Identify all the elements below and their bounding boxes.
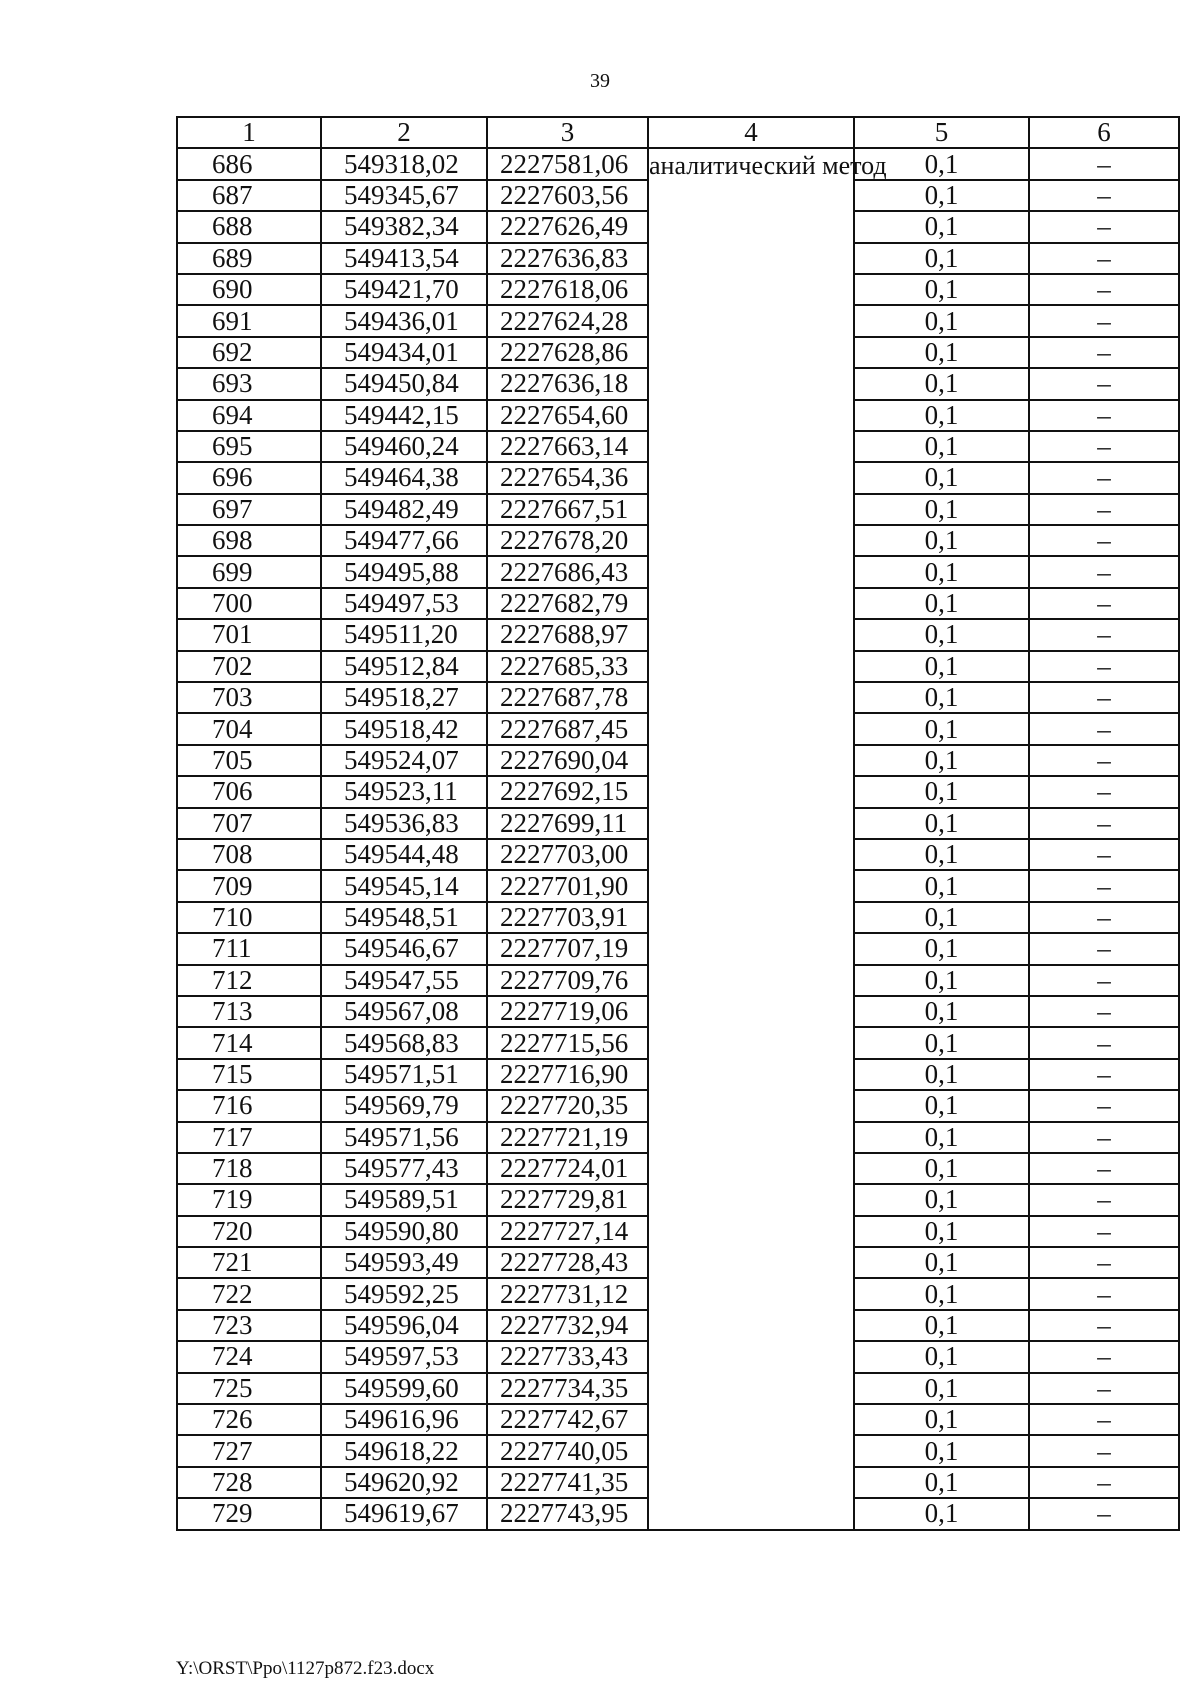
x-coordinate-cell: 549577,43 [321, 1153, 487, 1184]
point-number-cell: 725 [177, 1373, 321, 1404]
y-coordinate-cell: 2227741,35 [487, 1467, 648, 1498]
header-row [177, 117, 1179, 148]
accuracy-cell: 0,1 [854, 1278, 1029, 1309]
y-coordinate-cell: 2227716,90 [487, 1059, 648, 1090]
x-coordinate-cell: 549450,84 [321, 368, 487, 399]
accuracy-cell: 0,1 [854, 619, 1029, 650]
x-coordinate-cell: 549597,53 [321, 1341, 487, 1372]
dash-cell: – [1029, 1090, 1179, 1121]
point-number-cell: 691 [177, 305, 321, 336]
header-cell-1: 1 [177, 117, 321, 148]
y-coordinate-cell: 2227667,51 [487, 494, 648, 525]
dash-cell: – [1029, 148, 1179, 179]
point-number-cell: 704 [177, 713, 321, 744]
y-coordinate-cell: 2227703,00 [487, 839, 648, 870]
y-coordinate-cell: 2227678,20 [487, 525, 648, 556]
accuracy-cell: 0,1 [854, 1404, 1029, 1435]
accuracy-cell: 0,1 [854, 1059, 1029, 1090]
table-body [177, 117, 1179, 1530]
accuracy-cell: 0,1 [854, 588, 1029, 619]
accuracy-cell: 0,1 [854, 400, 1029, 431]
dash-cell: – [1029, 274, 1179, 305]
point-number-cell: 703 [177, 682, 321, 713]
x-coordinate-cell: 549436,01 [321, 305, 487, 336]
accuracy-cell: 0,1 [854, 965, 1029, 996]
x-coordinate-cell: 549589,51 [321, 1184, 487, 1215]
accuracy-cell: 0,1 [854, 1027, 1029, 1058]
point-number-cell: 715 [177, 1059, 321, 1090]
point-number-cell: 721 [177, 1247, 321, 1278]
point-number-cell: 709 [177, 870, 321, 901]
accuracy-cell: 0,1 [854, 431, 1029, 462]
y-coordinate-cell: 2227743,95 [487, 1498, 648, 1529]
accuracy-cell: 0,1 [854, 1122, 1029, 1153]
x-coordinate-cell: 549495,88 [321, 556, 487, 587]
dash-cell: – [1029, 431, 1179, 462]
point-number-cell: 726 [177, 1404, 321, 1435]
point-number-cell: 716 [177, 1090, 321, 1121]
accuracy-cell: 0,1 [854, 1090, 1029, 1121]
x-coordinate-cell: 549547,55 [321, 965, 487, 996]
point-number-cell: 687 [177, 180, 321, 211]
x-coordinate-cell: 549518,42 [321, 713, 487, 744]
y-coordinate-cell: 2227685,33 [487, 651, 648, 682]
x-coordinate-cell: 549536,83 [321, 808, 487, 839]
point-number-cell: 720 [177, 1216, 321, 1247]
dash-cell: – [1029, 1341, 1179, 1372]
dash-cell: – [1029, 808, 1179, 839]
y-coordinate-cell: 2227720,35 [487, 1090, 648, 1121]
accuracy-cell: 0,1 [854, 1153, 1029, 1184]
accuracy-cell: 0,1 [854, 180, 1029, 211]
point-number-cell: 727 [177, 1435, 321, 1466]
y-coordinate-cell: 2227581,06 [487, 148, 648, 179]
accuracy-cell: 0,1 [854, 1467, 1029, 1498]
y-coordinate-cell: 2227721,19 [487, 1122, 648, 1153]
accuracy-cell: 0,1 [854, 462, 1029, 493]
x-coordinate-cell: 549497,53 [321, 588, 487, 619]
dash-cell: – [1029, 1435, 1179, 1466]
point-number-cell: 694 [177, 400, 321, 431]
point-number-cell: 706 [177, 776, 321, 807]
header-cell-4: 4 [648, 117, 854, 148]
x-coordinate-cell: 549569,79 [321, 1090, 487, 1121]
point-number-cell: 688 [177, 211, 321, 242]
y-coordinate-cell: 2227687,78 [487, 682, 648, 713]
accuracy-cell: 0,1 [854, 556, 1029, 587]
dash-cell: – [1029, 965, 1179, 996]
dash-cell: – [1029, 933, 1179, 964]
point-number-cell: 710 [177, 902, 321, 933]
x-coordinate-cell: 549512,84 [321, 651, 487, 682]
point-number-cell: 712 [177, 965, 321, 996]
x-coordinate-cell: 549619,67 [321, 1498, 487, 1529]
x-coordinate-cell: 549593,49 [321, 1247, 487, 1278]
y-coordinate-cell: 2227699,11 [487, 808, 648, 839]
x-coordinate-cell: 549545,14 [321, 870, 487, 901]
x-coordinate-cell: 549482,49 [321, 494, 487, 525]
x-coordinate-cell: 549618,22 [321, 1435, 487, 1466]
dash-cell: – [1029, 337, 1179, 368]
header-cell-6: 6 [1029, 117, 1179, 148]
y-coordinate-cell: 2227727,14 [487, 1216, 648, 1247]
y-coordinate-cell: 2227654,36 [487, 462, 648, 493]
point-number-cell: 719 [177, 1184, 321, 1215]
dash-cell: – [1029, 1467, 1179, 1498]
x-coordinate-cell: 549464,38 [321, 462, 487, 493]
x-coordinate-cell: 549518,27 [321, 682, 487, 713]
accuracy-cell: 0,1 [854, 745, 1029, 776]
x-coordinate-cell: 549548,51 [321, 902, 487, 933]
point-number-cell: 705 [177, 745, 321, 776]
accuracy-cell: 0,1 [854, 1247, 1029, 1278]
y-coordinate-cell: 2227682,79 [487, 588, 648, 619]
accuracy-cell: 0,1 [854, 494, 1029, 525]
dash-cell: – [1029, 1310, 1179, 1341]
dash-cell: – [1029, 305, 1179, 336]
accuracy-cell: 0,1 [854, 933, 1029, 964]
accuracy-cell: 0,1 [854, 1373, 1029, 1404]
point-number-cell: 718 [177, 1153, 321, 1184]
point-number-cell: 701 [177, 619, 321, 650]
y-coordinate-cell: 2227729,81 [487, 1184, 648, 1215]
dash-cell: – [1029, 211, 1179, 242]
point-number-cell: 728 [177, 1467, 321, 1498]
y-coordinate-cell: 2227740,05 [487, 1435, 648, 1466]
dash-cell: – [1029, 870, 1179, 901]
point-number-cell: 714 [177, 1027, 321, 1058]
accuracy-cell: 0,1 [854, 808, 1029, 839]
x-coordinate-cell: 549616,96 [321, 1404, 487, 1435]
x-coordinate-cell: 549524,07 [321, 745, 487, 776]
x-coordinate-cell: 549511,20 [321, 619, 487, 650]
dash-cell: – [1029, 1278, 1179, 1309]
dash-cell: – [1029, 462, 1179, 493]
accuracy-cell: 0,1 [854, 211, 1029, 242]
y-coordinate-cell: 2227701,90 [487, 870, 648, 901]
dash-cell: – [1029, 494, 1179, 525]
accuracy-cell: 0,1 [854, 776, 1029, 807]
y-coordinate-cell: 2227728,43 [487, 1247, 648, 1278]
y-coordinate-cell: 2227624,28 [487, 305, 648, 336]
dash-cell: – [1029, 1027, 1179, 1058]
point-number-cell: 696 [177, 462, 321, 493]
y-coordinate-cell: 2227690,04 [487, 745, 648, 776]
x-coordinate-cell: 549596,04 [321, 1310, 487, 1341]
x-coordinate-cell: 549434,01 [321, 337, 487, 368]
dash-cell: – [1029, 556, 1179, 587]
y-coordinate-cell: 2227719,06 [487, 996, 648, 1027]
accuracy-cell: 0,1 [854, 368, 1029, 399]
y-coordinate-cell: 2227742,67 [487, 1404, 648, 1435]
accuracy-cell: 0,1 [854, 337, 1029, 368]
table-row [177, 148, 1179, 179]
dash-cell: – [1029, 180, 1179, 211]
x-coordinate-cell: 549592,25 [321, 1278, 487, 1309]
dash-cell: – [1029, 525, 1179, 556]
x-coordinate-cell: 549599,60 [321, 1373, 487, 1404]
point-number-cell: 729 [177, 1498, 321, 1529]
accuracy-cell: 0,1 [854, 1216, 1029, 1247]
y-coordinate-cell: 2227724,01 [487, 1153, 648, 1184]
y-coordinate-cell: 2227636,18 [487, 368, 648, 399]
x-coordinate-cell: 549523,11 [321, 776, 487, 807]
accuracy-cell: 0,1 [854, 525, 1029, 556]
y-coordinate-cell: 2227654,60 [487, 400, 648, 431]
dash-cell: – [1029, 1122, 1179, 1153]
y-coordinate-cell: 2227731,12 [487, 1278, 648, 1309]
point-number-cell: 724 [177, 1341, 321, 1372]
coordinates-table [176, 116, 1180, 1531]
point-number-cell: 711 [177, 933, 321, 964]
accuracy-cell: 0,1 [854, 870, 1029, 901]
dash-cell: – [1029, 651, 1179, 682]
accuracy-cell: 0,1 [854, 1310, 1029, 1341]
accuracy-cell: 0,1 [854, 305, 1029, 336]
y-coordinate-cell: 2227734,35 [487, 1373, 648, 1404]
accuracy-cell: 0,1 [854, 1341, 1029, 1372]
point-number-cell: 708 [177, 839, 321, 870]
page-number: 39 [590, 70, 610, 92]
y-coordinate-cell: 2227687,45 [487, 713, 648, 744]
dash-cell: – [1029, 996, 1179, 1027]
accuracy-cell: 0,1 [854, 274, 1029, 305]
dash-cell: – [1029, 776, 1179, 807]
point-number-cell: 692 [177, 337, 321, 368]
dash-cell: – [1029, 588, 1179, 619]
accuracy-cell: 0,1 [854, 243, 1029, 274]
dash-cell: – [1029, 1498, 1179, 1529]
point-number-cell: 698 [177, 525, 321, 556]
point-number-cell: 697 [177, 494, 321, 525]
dash-cell: – [1029, 368, 1179, 399]
header-cell-5: 5 [854, 117, 1029, 148]
y-coordinate-cell: 2227626,49 [487, 211, 648, 242]
y-coordinate-cell: 2227688,97 [487, 619, 648, 650]
dash-cell: – [1029, 619, 1179, 650]
accuracy-cell: 0,1 [854, 996, 1029, 1027]
x-coordinate-cell: 549567,08 [321, 996, 487, 1027]
dash-cell: – [1029, 902, 1179, 933]
y-coordinate-cell: 2227709,76 [487, 965, 648, 996]
accuracy-cell: 0,1 [854, 1435, 1029, 1466]
x-coordinate-cell: 549620,92 [321, 1467, 487, 1498]
point-number-cell: 713 [177, 996, 321, 1027]
point-number-cell: 702 [177, 651, 321, 682]
accuracy-cell: 0,1 [854, 1498, 1029, 1529]
x-coordinate-cell: 549345,67 [321, 180, 487, 211]
accuracy-cell: 0,1 [854, 651, 1029, 682]
dash-cell: – [1029, 713, 1179, 744]
point-number-cell: 700 [177, 588, 321, 619]
point-number-cell: 690 [177, 274, 321, 305]
dash-cell: – [1029, 1247, 1179, 1278]
accuracy-cell: 0,1 [854, 1184, 1029, 1215]
point-number-cell: 707 [177, 808, 321, 839]
x-coordinate-cell: 549571,51 [321, 1059, 487, 1090]
dash-cell: – [1029, 1184, 1179, 1215]
point-number-cell: 699 [177, 556, 321, 587]
accuracy-cell: 0,1 [854, 902, 1029, 933]
accuracy-cell: 0,1 [854, 682, 1029, 713]
y-coordinate-cell: 2227703,91 [487, 902, 648, 933]
y-coordinate-cell: 2227636,83 [487, 243, 648, 274]
x-coordinate-cell: 549544,48 [321, 839, 487, 870]
dash-cell: – [1029, 745, 1179, 776]
point-number-cell: 723 [177, 1310, 321, 1341]
y-coordinate-cell: 2227707,19 [487, 933, 648, 964]
point-number-cell: 722 [177, 1278, 321, 1309]
y-coordinate-cell: 2227715,56 [487, 1027, 648, 1058]
x-coordinate-cell: 549382,34 [321, 211, 487, 242]
dash-cell: – [1029, 1404, 1179, 1435]
y-coordinate-cell: 2227603,56 [487, 180, 648, 211]
y-coordinate-cell: 2227692,15 [487, 776, 648, 807]
method-cell: аналитический метод [648, 148, 854, 1529]
x-coordinate-cell: 549460,24 [321, 431, 487, 462]
header-cell-3: 3 [487, 117, 648, 148]
y-coordinate-cell: 2227733,43 [487, 1341, 648, 1372]
point-number-cell: 689 [177, 243, 321, 274]
y-coordinate-cell: 2227686,43 [487, 556, 648, 587]
y-coordinate-cell: 2227663,14 [487, 431, 648, 462]
header-cell-2: 2 [321, 117, 487, 148]
y-coordinate-cell: 2227618,06 [487, 274, 648, 305]
accuracy-cell: 0,1 [854, 839, 1029, 870]
x-coordinate-cell: 549413,54 [321, 243, 487, 274]
dash-cell: – [1029, 243, 1179, 274]
y-coordinate-cell: 2227628,86 [487, 337, 648, 368]
x-coordinate-cell: 549571,56 [321, 1122, 487, 1153]
point-number-cell: 693 [177, 368, 321, 399]
point-number-cell: 717 [177, 1122, 321, 1153]
accuracy-cell: 0,1 [854, 713, 1029, 744]
x-coordinate-cell: 549568,83 [321, 1027, 487, 1058]
x-coordinate-cell: 549546,67 [321, 933, 487, 964]
dash-cell: – [1029, 682, 1179, 713]
file-path-footer: Y:\ORST\Ppo\1127p872.f23.docx [176, 1658, 435, 1679]
dash-cell: – [1029, 1059, 1179, 1090]
x-coordinate-cell: 549590,80 [321, 1216, 487, 1247]
point-number-cell: 686 [177, 148, 321, 179]
x-coordinate-cell: 549477,66 [321, 525, 487, 556]
x-coordinate-cell: 549318,02 [321, 148, 487, 179]
point-number-cell: 695 [177, 431, 321, 462]
dash-cell: – [1029, 1373, 1179, 1404]
dash-cell: – [1029, 1153, 1179, 1184]
accuracy-cell: 0,1 [854, 148, 1029, 179]
dash-cell: – [1029, 400, 1179, 431]
dash-cell: – [1029, 839, 1179, 870]
x-coordinate-cell: 549442,15 [321, 400, 487, 431]
y-coordinate-cell: 2227732,94 [487, 1310, 648, 1341]
dash-cell: – [1029, 1216, 1179, 1247]
x-coordinate-cell: 549421,70 [321, 274, 487, 305]
